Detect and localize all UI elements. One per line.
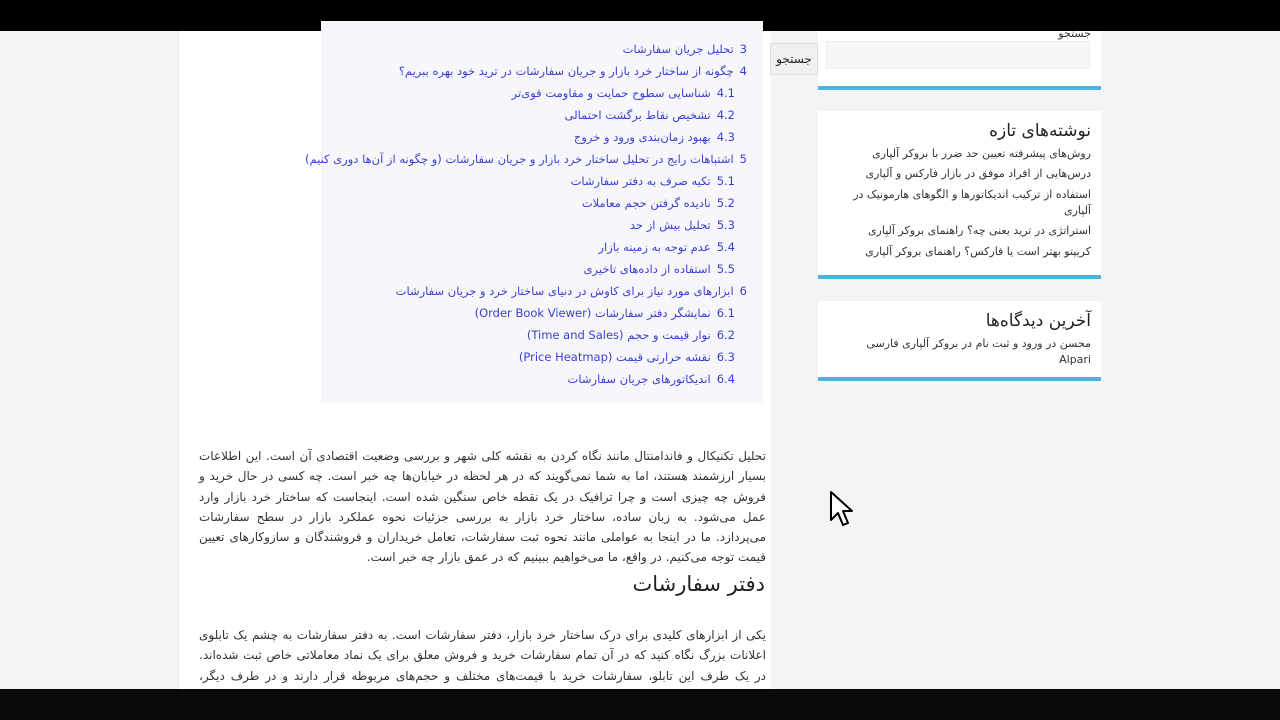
- mouse-cursor-icon: [829, 490, 855, 528]
- search-button[interactable]: جستجو: [770, 43, 818, 75]
- recent-post-link[interactable]: کریپتو بهتر است یا فارکس؟ راهنمای بروکر آلپاری: [865, 245, 1091, 258]
- toc-number: 5.1: [716, 174, 735, 188]
- toc-link[interactable]: [630, 217, 735, 233]
- toc-number: 3: [739, 42, 747, 56]
- toc-text: اندیکاتورهای جریان سفارشات: [567, 372, 711, 386]
- toc-text: تحلیل بیش از حد: [629, 218, 711, 232]
- toc-link[interactable]: [565, 107, 735, 123]
- toc-link[interactable]: [399, 63, 747, 79]
- toc-number: 6.3: [716, 350, 735, 364]
- article-body-paragraph: یکی از ابزارهای کلیدی برای درک ساختار خرد بازار، دفتر سفارشات است. به دفتر سفارشات به چشم یک تابلوی اعلانات بزرگ نگاه کنید که در آن تمام سفارشات خرید و فروش معلق برای یک نماد معاملاتی خاص ثبت شده‌اند. در یک طرف این تابلو، سفارشات خرید با قیمت‌های مختلف و حجم‌های مربوطه قرار دارند و در طرف دیگر،: [199, 628, 766, 683]
- toc-link[interactable]: [584, 261, 735, 277]
- toc-text: عدم توجه به زمینه بازار: [598, 240, 711, 254]
- article-intro-paragraph: تحلیل تکنیکال و فاندامنتال مانند نگاه کردن به نقشه کلی شهر و بررسی وضعیت اقتصادی آن است. این اطلاعات بسیار ارزشمند هستند، اما به شما نمی‌گویند که در هر لحظه در خیابان‌ها چه خبر است. چه کسی در حال خرید و فروش چه چیزی است و چرا ترافیک در یک نقطه خاص سنگین شده است. اینجاست که ساختار خرد بازار وارد عمل می‌شود. به زبان ساده، ساختار خرد بازار به بررسی جزئیات نحوه عملکرد بازار در سطح سفارشات می‌پردازد. ما در اینجا به عواملی مانند نحوه ثبت سفارشات، تعامل خریداران و فروشندگان و سازوکارهای تعیین قیمت توجه می‌کنیم. در واقع، ما می‌خواهیم ببینیم که در عمق بازار چه خبر است.: [199, 449, 766, 565]
- recent-comments-widget: [818, 301, 1101, 381]
- toc-text: ابزارهای مورد نیاز برای کاوش در دنیای ساختار خرد و جریان سفارشات: [395, 284, 734, 298]
- recent-comments-title: آخرین دیدگاه‌ها: [985, 311, 1091, 331]
- toc-link[interactable]: [574, 129, 735, 145]
- toc-number: 5.4: [716, 240, 735, 254]
- toc-number: 5: [739, 152, 747, 166]
- recent-posts-title: نوشته‌های تازه: [989, 121, 1091, 141]
- toc-number: 6.4: [716, 372, 735, 386]
- article-column: [178, 31, 771, 689]
- toc-link[interactable]: [598, 239, 735, 255]
- browser-page: [0, 27, 1280, 689]
- toc-link[interactable]: [475, 305, 735, 321]
- toc-text: اشتباهات رایج در تحلیل ساختار خرد بازار و جریان سفارشات (و چگونه از آن‌ها دوری کنیم): [304, 152, 734, 166]
- toc-number: 4: [739, 64, 747, 78]
- toc-text: نوار قیمت و حجم (Time and Sales): [526, 328, 711, 342]
- toc-number: 5.5: [716, 262, 735, 276]
- toc-text: تحلیل جریان سفارشات: [622, 42, 734, 56]
- toc-link[interactable]: [512, 85, 735, 101]
- toc-text: شناسایی سطوح حمایت و مقاومت قوی‌تر: [511, 86, 711, 100]
- toc-text: بهبود زمان‌بندی ورود و خروج: [573, 130, 711, 144]
- toc-link[interactable]: [571, 173, 735, 189]
- recent-post-link[interactable]: استراتژی در ترید یعنی چه؟ راهنمای بروکر آلپاری: [867, 224, 1091, 237]
- toc-link[interactable]: [305, 151, 747, 167]
- toc-number: 4.3: [716, 130, 735, 144]
- toc-text: نمایشگر دفتر سفارشات (Order Book Viewer): [474, 306, 711, 320]
- toc-link[interactable]: [396, 283, 747, 299]
- search-label: جستجو: [1058, 27, 1091, 40]
- toc-number: 4.2: [716, 108, 735, 122]
- recent-comment-link[interactable]: محسن در ورود و ثبت نام در بروکر آلپاری فارسی Alpari: [866, 337, 1091, 366]
- toc-link[interactable]: [568, 371, 735, 387]
- recent-posts-widget: [818, 111, 1101, 279]
- section-heading-order-book: دفتر سفارشات: [632, 572, 765, 596]
- toc-number: 6.1: [716, 306, 735, 320]
- recent-post-link[interactable]: استفاده از ترکیب اندیکاتورها و الگوهای هارمونیک در آلپاری: [853, 188, 1091, 217]
- recent-post-link[interactable]: روش‌های پیشرفته تعیین حد ضرر با بروکر آلپاری: [872, 147, 1091, 160]
- recent-post-link[interactable]: درس‌هایی از افراد موفق در بازار فارکس و آلپاری: [865, 167, 1091, 180]
- search-widget: [818, 27, 1101, 90]
- toc-number: 6: [739, 284, 747, 298]
- toc-text: تکیه صرف به دفتر سفارشات: [570, 174, 711, 188]
- toc-number: 6.2: [716, 328, 735, 342]
- toc-number: 5.3: [716, 218, 735, 232]
- table-of-contents: [304, 21, 763, 403]
- toc-link[interactable]: [527, 327, 735, 343]
- search-input[interactable]: [826, 41, 1090, 69]
- bottom-letterbox: [0, 689, 1280, 720]
- toc-link[interactable]: [582, 195, 735, 211]
- toc-text: نادیده گرفتن حجم معاملات: [581, 196, 711, 210]
- toc-text: نقشه حرارتی قیمت (Price Heatmap): [518, 350, 711, 364]
- toc-number: 4.1: [716, 86, 735, 100]
- toc-text: استفاده از داده‌های تاخیری: [583, 262, 711, 276]
- toc-link[interactable]: [519, 349, 735, 365]
- toc-text: چگونه از ساختار خرد بازار و جریان سفارشات در ترید خود بهره ببریم؟: [398, 64, 734, 78]
- toc-text: تشخیص نقاط برگشت احتمالی: [564, 108, 711, 122]
- toc-link[interactable]: [623, 41, 747, 57]
- toc-number: 5.2: [716, 196, 735, 210]
